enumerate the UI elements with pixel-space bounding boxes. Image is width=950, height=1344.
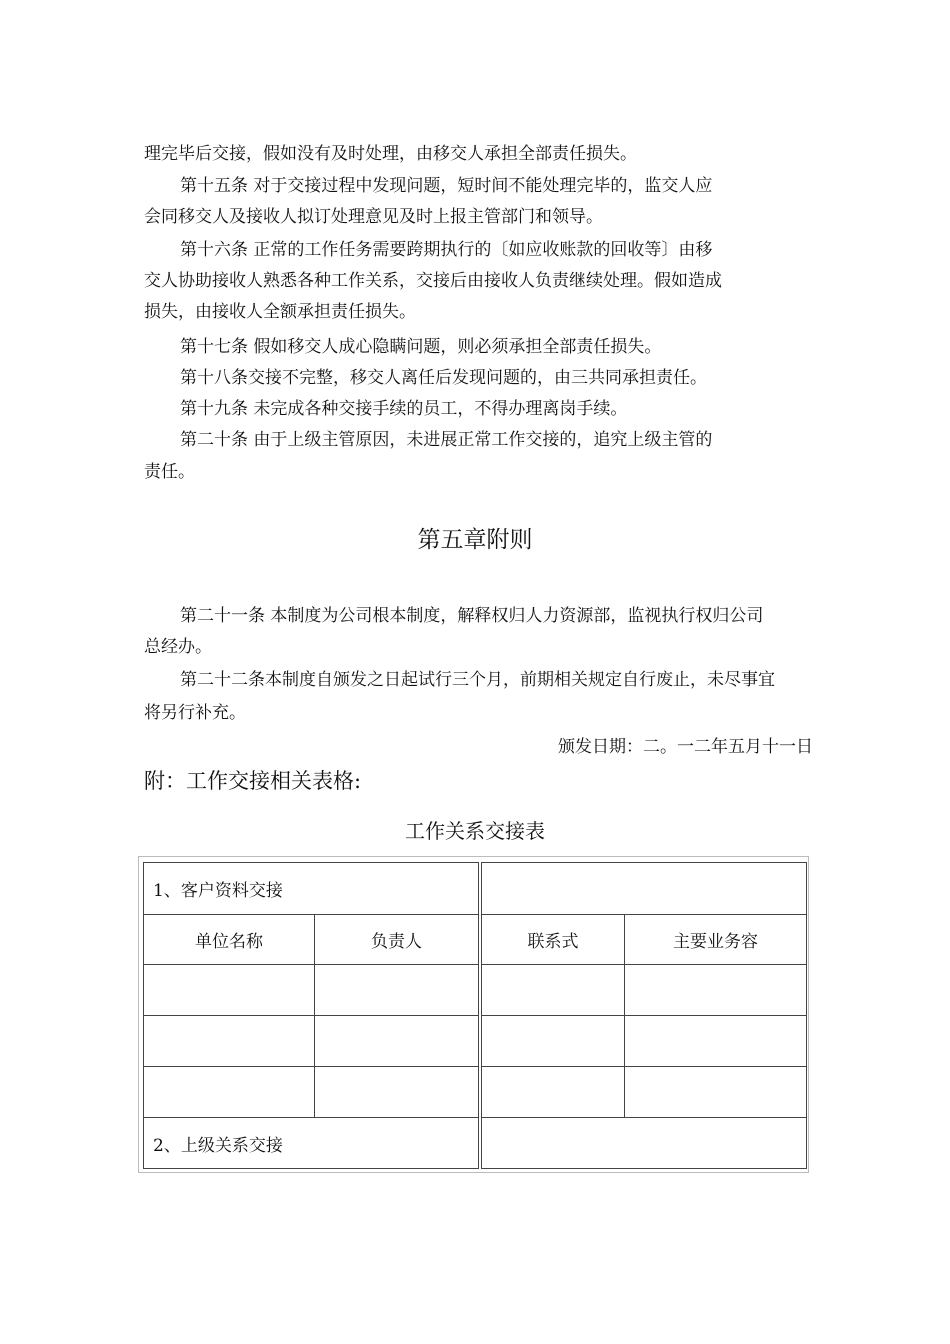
table-right-half	[481, 862, 807, 1169]
paragraph-line: 责任。	[144, 462, 195, 482]
table-cell	[482, 1067, 625, 1117]
article-15-line: 第十五条 对于交接过程中发现问题，短时间不能处理完毕的，监交人应	[180, 176, 713, 196]
table-row	[144, 1067, 478, 1118]
article-17-line: 第十七条 假如移交人成心隐瞒问题，则必须承担全部责任损失。	[180, 337, 662, 357]
table-row	[482, 965, 806, 1016]
header-main-business: 主要业务容	[673, 932, 758, 952]
annex-heading: 附：工作交接相关表格:	[144, 769, 362, 793]
paragraph-line: 会同移交人及接收人拟订处理意见及时上报主管部门和领导。	[144, 207, 603, 227]
section-1-label: 1、客户资料交接	[153, 881, 283, 901]
article-19-line: 第十九条 未完成各种交接手续的员工，不得办理离岗手续。	[180, 399, 628, 419]
paragraph-line: 交人协助接收人熟悉各种工作关系，交接后由接收人负责继续处理。假如造成	[144, 271, 722, 291]
header-person-in-charge: 负责人	[371, 932, 422, 952]
section-2-label: 2、上级关系交接	[153, 1135, 283, 1156]
table-row	[482, 863, 806, 915]
issue-date: 颁发日期：二。一二年五月十一日	[558, 737, 813, 757]
article-22-line: 第二十二条本制度自颁发之日起试行三个月，前期相关规定自行废止，未尽事宜	[180, 670, 775, 690]
table-row	[482, 1067, 806, 1118]
table-cell	[144, 965, 315, 1015]
table-cell	[482, 965, 625, 1015]
table-header-row	[482, 915, 806, 965]
paragraph-line: 损失，由接收人全额承担责任损失。	[144, 302, 416, 322]
article-18-line: 第十八条交接不完整，移交人离任后发现问题的，由三共同承担责任。	[180, 368, 707, 388]
table-row	[144, 1118, 478, 1168]
paragraph-line: 理完毕后交接，假如没有及时处理，由移交人承担全部责任损失。	[144, 144, 637, 164]
article-20-line: 第二十条 由于上级主管原因，未进展正常工作交接的，追究上级主管的	[180, 430, 713, 450]
article-16-line: 第十六条 正常的工作任务需要跨期执行的〔如应收账款的回收等〕由移	[180, 240, 713, 260]
table-row	[482, 1118, 806, 1168]
paragraph-line: 总经办。	[144, 637, 212, 657]
table-cell	[482, 1016, 625, 1066]
table-cell	[144, 1016, 315, 1066]
table-left-half	[143, 862, 479, 1169]
table-cell	[144, 1067, 315, 1117]
handover-table	[138, 856, 809, 1173]
chapter-title: 第五章附则	[417, 527, 533, 553]
header-unit-name: 单位名称	[144, 915, 315, 964]
paragraph-line: 将另行补充。	[144, 703, 246, 723]
table-row	[144, 965, 478, 1016]
table-row	[144, 863, 478, 915]
header-contact: 联系式	[482, 915, 625, 964]
table-row	[482, 1016, 806, 1067]
article-21-line: 第二十一条 本制度为公司根本制度，解释权归人力资源部，监视执行权归公司	[180, 606, 764, 626]
table-title: 工作关系交接表	[405, 819, 545, 843]
table-header-row	[144, 915, 478, 965]
table-row	[144, 1016, 478, 1067]
